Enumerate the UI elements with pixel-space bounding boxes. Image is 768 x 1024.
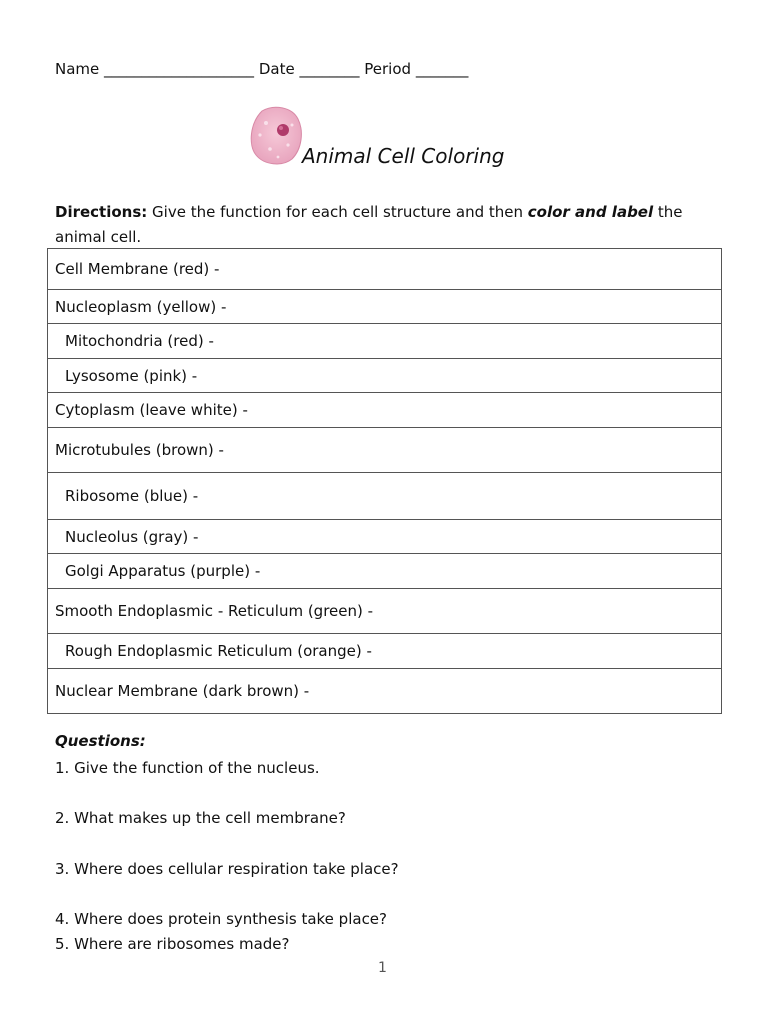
table-row bbox=[48, 669, 722, 714]
directions bbox=[55, 200, 715, 250]
table-row bbox=[48, 473, 722, 520]
structure-nucleoplasm[interactable]: Nucleoplasm (yellow) - bbox=[48, 290, 722, 324]
directions-text-after: the animal cell. bbox=[55, 203, 683, 246]
period-label: Period bbox=[364, 60, 412, 78]
structure-nucleolus[interactable]: Nucleolus (gray) - bbox=[48, 520, 722, 554]
date-blank[interactable]: ________ bbox=[299, 60, 360, 78]
structure-cell-membrane[interactable]: Cell Membrane (red) - bbox=[48, 249, 722, 290]
table-row bbox=[48, 324, 722, 359]
question-item: 3. Where does cellular respiration take place? bbox=[55, 860, 399, 878]
structure-cytoplasm[interactable]: Cytoplasm (leave white) - bbox=[48, 393, 722, 428]
table-row bbox=[48, 359, 722, 393]
table-row bbox=[48, 290, 722, 324]
table-row bbox=[48, 589, 722, 634]
table-row bbox=[48, 393, 722, 428]
table-row bbox=[48, 520, 722, 554]
table-row bbox=[48, 249, 722, 290]
date-label: Date bbox=[258, 60, 295, 78]
structure-lysosome[interactable]: Lysosome (pink) - bbox=[48, 359, 722, 393]
structure-ribosome[interactable]: Ribosome (blue) - bbox=[48, 473, 722, 520]
student-info-line bbox=[55, 60, 468, 78]
questions-heading bbox=[55, 732, 146, 750]
page-title: Animal Cell Coloring bbox=[302, 144, 505, 168]
table-row bbox=[48, 634, 722, 669]
structure-golgi-apparatus[interactable]: Golgi Apparatus (purple) - bbox=[48, 554, 722, 589]
directions-emphasis: color and label bbox=[527, 203, 654, 221]
questions-label: Questions: bbox=[55, 732, 146, 750]
directions-text-before: Give the function for each cell structure and then bbox=[147, 203, 528, 221]
structure-microtubules[interactable]: Microtubules (brown) - bbox=[48, 428, 722, 473]
question-item: 4. Where does protein synthesis take place? bbox=[55, 910, 387, 928]
table-row bbox=[48, 428, 722, 473]
structure-mitochondria[interactable]: Mitochondria (red) - bbox=[48, 324, 722, 359]
cell-structures-table bbox=[47, 248, 722, 714]
animal-cell-illustration bbox=[248, 105, 304, 167]
question-item: 2. What makes up the cell membrane? bbox=[55, 809, 346, 827]
question-item: 1. Give the function of the nucleus. bbox=[55, 759, 320, 777]
structure-smooth-er[interactable]: Smooth Endoplasmic - Reticulum (green) - bbox=[48, 589, 722, 634]
structure-rough-er[interactable]: Rough Endoplasmic Reticulum (orange) - bbox=[48, 634, 722, 669]
name-blank[interactable]: ____________________ bbox=[104, 60, 255, 78]
directions-label: Directions: bbox=[55, 203, 148, 221]
structure-nuclear-membrane[interactable]: Nuclear Membrane (dark brown) - bbox=[48, 669, 722, 714]
table-row bbox=[48, 554, 722, 589]
page-number: 1 bbox=[378, 960, 387, 976]
question-item: 5. Where are ribosomes made? bbox=[55, 935, 290, 953]
period-blank[interactable]: _______ bbox=[415, 60, 469, 78]
name-label: Name bbox=[55, 60, 100, 78]
